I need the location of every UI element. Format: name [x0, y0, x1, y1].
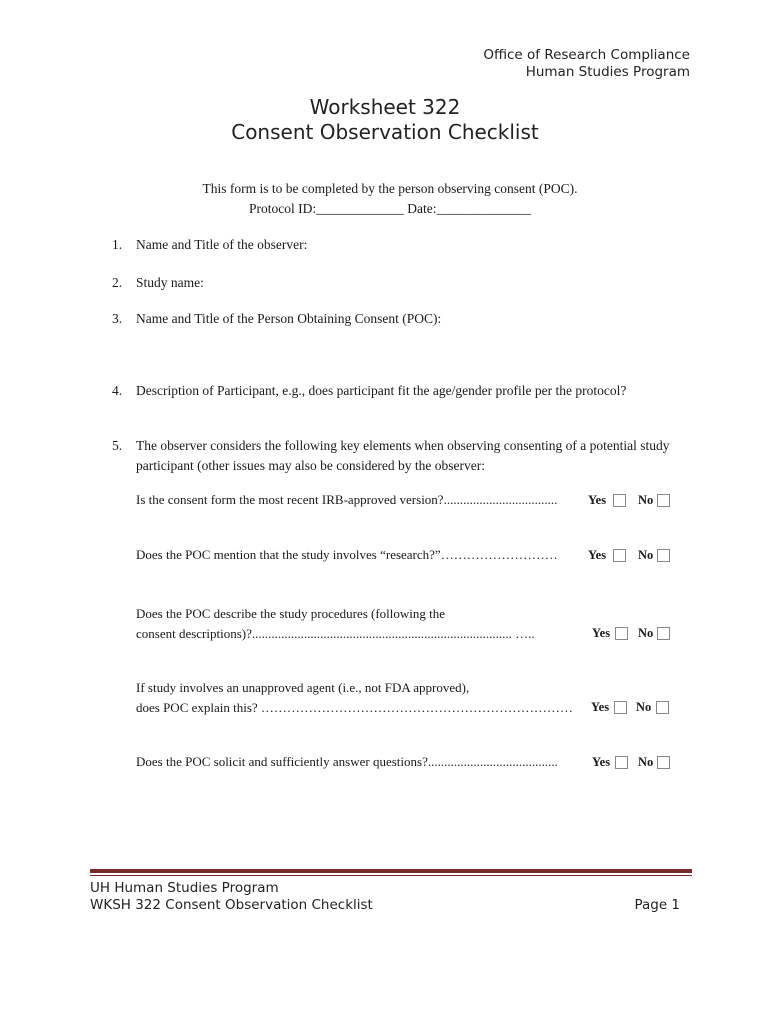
item-text: Does the POC mention that the study involves “research?”………………………	[136, 547, 558, 562]
question-2	[112, 273, 204, 293]
item-text-line-2: does POC explain this? ………………………………………………………………	[136, 700, 573, 715]
question-number: 1.	[112, 237, 123, 252]
yes-label: Yes	[591, 700, 610, 714]
question-number: 2.	[112, 275, 123, 290]
question-number: 5.	[112, 438, 123, 453]
intro-instruction: This form is to be completed by the person observing consent (POC).	[202, 181, 578, 196]
question-text: Name and Title of the observer:	[136, 237, 308, 252]
yes-checkbox-item-1[interactable]	[613, 494, 626, 507]
question-4	[112, 381, 626, 401]
question-number: 4.	[112, 383, 123, 398]
item-text-line-1: Does the POC describe the study procedures (following the	[136, 606, 446, 621]
page-title	[0, 95, 770, 145]
yes-checkbox-item-4[interactable]	[614, 701, 627, 714]
no-checkbox-item-1[interactable]	[657, 494, 670, 507]
yes-label: Yes	[588, 493, 607, 507]
item-text-line-1: If study involves an unapproved agent (i.e., not FDA approved),	[136, 680, 470, 695]
page-header	[483, 47, 690, 81]
checklist-item-2	[136, 545, 558, 565]
question-text: Study name:	[136, 275, 204, 290]
item-text-line-2: consent descriptions)?................................................................................ …..	[136, 626, 535, 641]
checklist-item-3	[136, 604, 535, 644]
page-number: Page 1	[634, 897, 680, 913]
question-text: Name and Title of the Person Obtaining Consent (POC):	[136, 311, 442, 326]
title-line-1: Worksheet 322	[309, 95, 461, 119]
yes-label: Yes	[592, 755, 611, 769]
header-program: Human Studies Program	[525, 64, 690, 80]
header-office: Office of Research Compliance	[483, 47, 690, 63]
question-text: Description of Participant, e.g., does participant fit the age/gender profile per the protocol?	[136, 383, 627, 398]
no-checkbox-item-2[interactable]	[657, 549, 670, 562]
footer-document-name: WKSH 322 Consent Observation Checklist	[90, 897, 373, 913]
checklist-item-4	[136, 678, 573, 718]
checklist-item-1	[136, 490, 557, 510]
footer-program: UH Human Studies Program	[90, 880, 279, 896]
title-line-2: Consent Observation Checklist	[231, 120, 539, 144]
no-checkbox-item-3[interactable]	[657, 627, 670, 640]
no-label: No	[638, 548, 654, 562]
yes-checkbox-item-3[interactable]	[615, 627, 628, 640]
no-label: No	[638, 626, 654, 640]
yes-label: Yes	[588, 548, 607, 562]
intro-block	[0, 179, 770, 219]
question-5-text: The observer considers the following key elements when observing consenting of a potential study participant (other issues may also be considered by the observer:	[136, 438, 670, 473]
no-label: No	[638, 755, 654, 769]
no-checkbox-item-5[interactable]	[657, 756, 670, 769]
footer-divider-thick	[90, 869, 692, 873]
question-1	[112, 235, 307, 255]
question-5-number	[112, 436, 136, 456]
item-text: Does the POC solicit and sufficiently answer questions?........................................	[136, 754, 558, 769]
question-number: 3.	[112, 311, 123, 326]
yes-checkbox-item-5[interactable]	[615, 756, 628, 769]
no-label: No	[636, 700, 652, 714]
checklist-item-5	[136, 752, 558, 772]
page-footer	[90, 880, 373, 914]
question-3	[112, 309, 441, 329]
yes-label: Yes	[592, 626, 611, 640]
no-checkbox-item-4[interactable]	[656, 701, 669, 714]
protocol-date-line: Protocol ID:_____________ Date:______________	[249, 201, 531, 216]
item-text: Is the consent form the most recent IRB-approved version?...................................	[136, 492, 558, 507]
yes-checkbox-item-2[interactable]	[613, 549, 626, 562]
footer-divider-thin	[90, 875, 692, 876]
no-label: No	[638, 493, 654, 507]
